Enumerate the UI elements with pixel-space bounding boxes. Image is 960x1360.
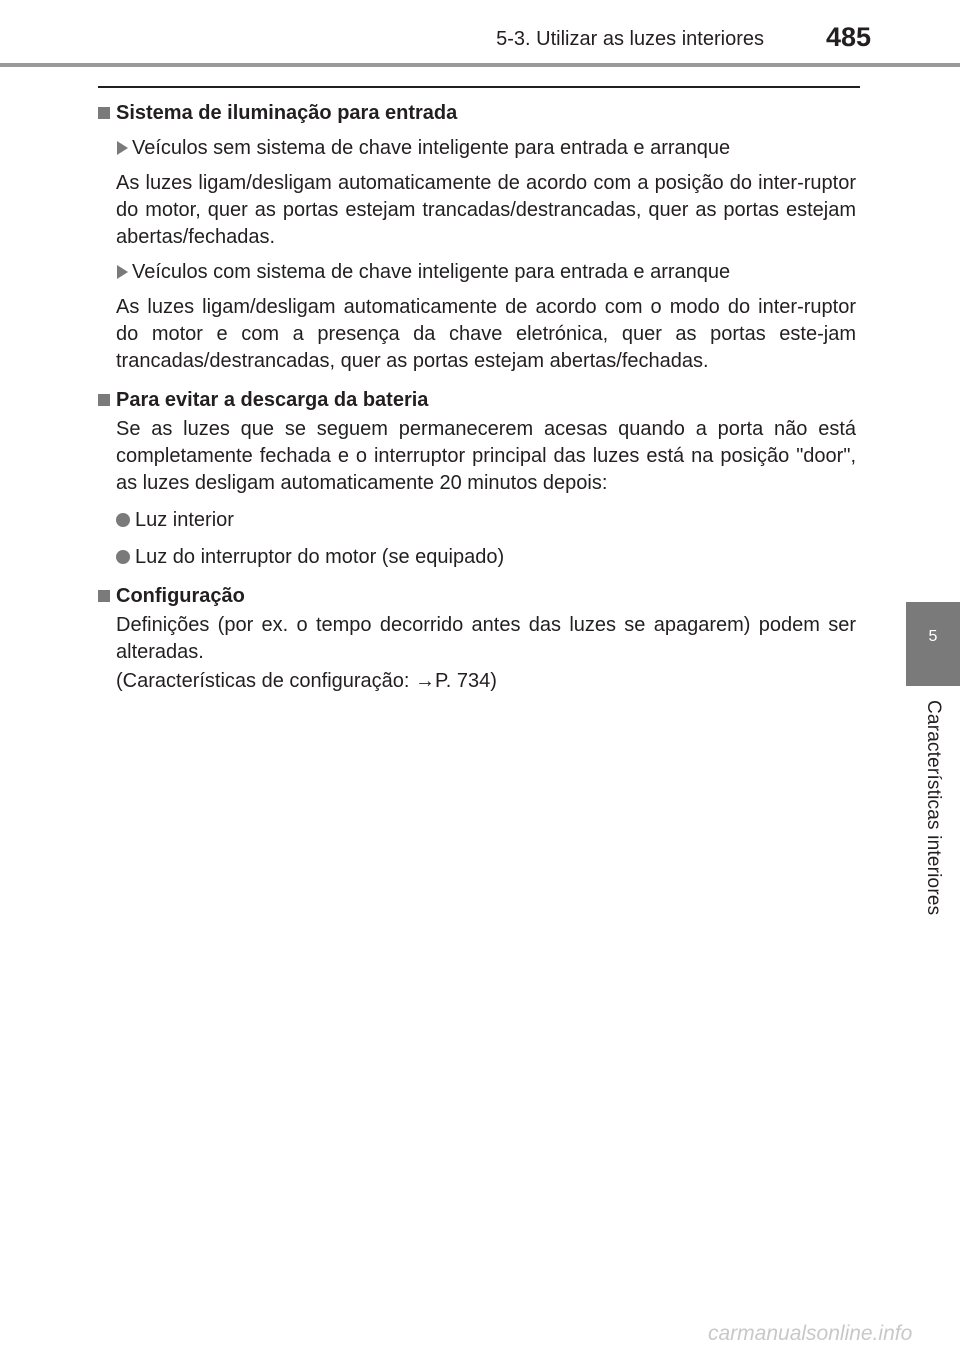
page-content	[98, 100, 856, 695]
section-heading	[98, 387, 856, 414]
chapter-title-tab	[906, 700, 960, 932]
circle-bullet-icon	[116, 550, 130, 564]
heading-text: Sistema de iluminação para entrada	[116, 102, 458, 124]
triangle-arrow-icon	[117, 265, 128, 279]
section-entry-lighting	[98, 100, 856, 375]
subheading-without-smart-key	[98, 135, 856, 162]
content-divider	[98, 86, 860, 88]
subheading-text: Veículos sem sistema de chave inteligente para entrada e arranque	[132, 137, 731, 159]
section-heading	[98, 100, 856, 127]
heading-text: Para evitar a descarga da bateria	[116, 389, 429, 411]
chapter-title: Características interiores	[923, 700, 944, 916]
section-heading	[98, 583, 856, 610]
square-bullet-icon	[98, 107, 110, 119]
subheading-with-smart-key	[98, 259, 856, 286]
list-item-text: Luz do interruptor do motor (se equipado)	[135, 546, 505, 568]
section-battery-saver	[98, 387, 856, 571]
heading-text: Configuração	[116, 585, 245, 607]
circle-bullet-icon	[116, 513, 130, 527]
page-number: 485	[826, 22, 872, 52]
paragraph-battery: Se as luzes que se seguem permanecerem acesas quando a porta não está completamente fechada e o interruptor principal das luzes está na posição "door", as luzes desligam automaticamente 20 minutos depois:	[116, 418, 856, 494]
chapter-tab	[906, 602, 960, 686]
page-reference-link[interactable]: (Características de configuração: →P. 734)	[116, 670, 497, 692]
section-configuration	[98, 583, 856, 695]
section-title: 5-3. Utilizar as luzes interiores	[496, 28, 764, 50]
list-item	[98, 507, 856, 534]
triangle-arrow-icon	[117, 141, 128, 155]
list-item	[98, 544, 856, 571]
square-bullet-icon	[98, 394, 110, 406]
paragraph-with-smart-key: As luzes ligam/desligam automaticamente de acordo com o modo do inter-ruptor do motor e com a presença da chave eletrónica, quer as portas este-jam trancadas/destrancadas, quer as portas estejam abertas/fechadas.	[116, 296, 856, 372]
paragraph-configuration: Definições (por ex. o tempo decorrido antes das luzes se apagarem) podem ser alteradas.	[116, 614, 856, 663]
list-item-text: Luz interior	[135, 509, 234, 531]
header-divider	[0, 63, 960, 67]
chapter-number: 5	[928, 628, 938, 645]
subheading-text: Veículos com sistema de chave inteligente para entrada e arranque	[132, 261, 731, 283]
paragraph-without-smart-key: As luzes ligam/desligam automaticamente de acordo com a posição do inter-ruptor do motor, quer as portas estejam trancadas/destrancadas, quer as portas estejam abertas/fechadas.	[116, 172, 856, 248]
square-bullet-icon	[98, 590, 110, 602]
watermark: carmanualsonline.info	[708, 1322, 913, 1345]
